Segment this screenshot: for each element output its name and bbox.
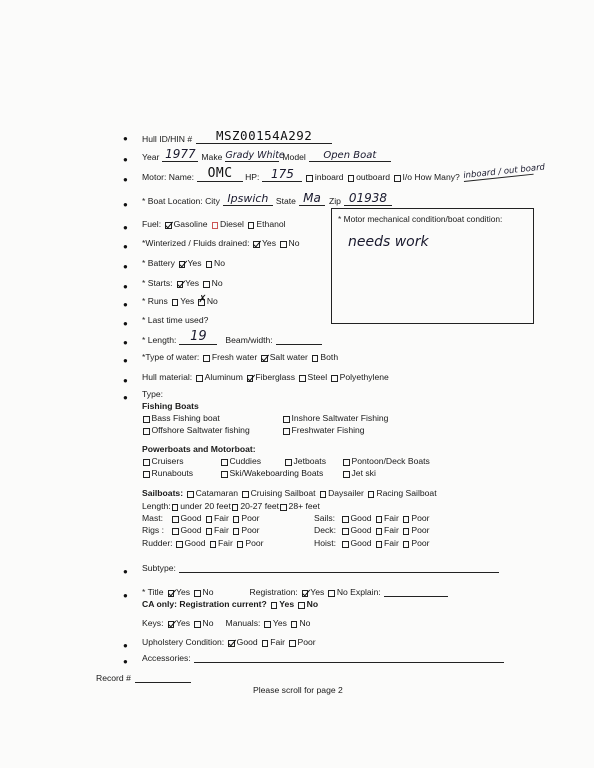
battery-yes-checkbox[interactable] xyxy=(179,261,186,268)
outboard-label: outboard xyxy=(356,172,390,182)
hm-steel-label: Steel xyxy=(307,372,328,382)
runabouts-label: Runabouts xyxy=(151,468,194,478)
sails-row xyxy=(314,513,430,523)
inshore-fishing-label: Inshore Saltwater Fishing xyxy=(291,413,389,423)
bullet: ● xyxy=(123,393,128,402)
manuals-no-checkbox[interactable] xyxy=(291,621,298,628)
manuals-yes-checkbox[interactable] xyxy=(264,621,271,628)
manuals-label: Manuals: xyxy=(225,618,261,628)
bullet: ● xyxy=(123,282,128,291)
bullet: ● xyxy=(123,242,128,251)
rigs-row xyxy=(142,525,260,535)
deck-fair-checkbox[interactable] xyxy=(376,528,383,535)
rudder-label: Rudder: xyxy=(142,538,173,548)
bullet: ● xyxy=(123,356,128,365)
bullet: ● xyxy=(123,223,128,232)
upholstery-good-label: Good xyxy=(236,637,258,647)
cruising-sailboat-label: Cruising Sailboat xyxy=(250,488,316,498)
last-time-row xyxy=(142,315,208,325)
inboard-label: inboard xyxy=(314,172,344,182)
keys-no-checkbox[interactable] xyxy=(194,621,201,628)
upholstery-fair-checkbox[interactable] xyxy=(262,640,269,647)
upholstery-good-checkbox[interactable] xyxy=(228,640,235,647)
inshore-fishing-option xyxy=(279,413,388,423)
mast-label: Mast: xyxy=(142,513,164,523)
rudder-poor-checkbox[interactable] xyxy=(237,541,244,548)
bullet: ● xyxy=(123,657,128,666)
beam-label: Beam/width: xyxy=(225,335,273,345)
sails-fair-label: Fair xyxy=(384,513,399,523)
starts-yes-label: Yes xyxy=(185,278,200,288)
runabouts-option xyxy=(139,468,193,478)
keys-label: Keys: xyxy=(142,618,164,628)
record-label: Record # xyxy=(96,673,131,683)
registration-no-explain-label: No Explain: xyxy=(336,587,381,597)
model-label: Model xyxy=(282,152,306,162)
runs-no-checkbox[interactable] xyxy=(198,299,205,306)
under20-checkbox[interactable] xyxy=(172,504,179,511)
racing-sailboat-label: Racing Sailboat xyxy=(376,488,437,498)
sail-length-row xyxy=(142,501,320,511)
io-label: I/o How Many? xyxy=(402,172,460,182)
hull-id-row xyxy=(142,128,332,144)
bullet: ● xyxy=(123,300,128,309)
bass-fishing-label: Bass Fishing boat xyxy=(151,413,220,423)
mast-poor-label: Poor xyxy=(241,513,260,523)
battery-no-checkbox[interactable] xyxy=(206,261,213,268)
catamaran-label: Catamaran xyxy=(195,488,239,498)
cruisers-label: Cruisers xyxy=(151,456,184,466)
sails-poor-checkbox[interactable] xyxy=(403,516,410,523)
zip-label: Zip xyxy=(328,196,341,206)
starts-no-checkbox[interactable] xyxy=(203,281,210,288)
bass-fishing-option xyxy=(139,413,220,423)
mast-fair-checkbox[interactable] xyxy=(206,516,213,523)
beam-field[interactable] xyxy=(276,335,322,345)
motor-row xyxy=(142,162,546,182)
mast-fair-label: Fair xyxy=(214,513,229,523)
pontoon-label: Pontoon/Deck Boats xyxy=(351,456,430,466)
fuel-gasoline-label: Gasoline xyxy=(173,219,208,229)
runabouts-checkbox[interactable] xyxy=(143,471,150,478)
make-field[interactable]: Grady White xyxy=(225,150,285,161)
hm-polyethylene-label: Polyethylene xyxy=(339,372,389,382)
runs-label: * Runs xyxy=(142,296,168,306)
bullet: ● xyxy=(123,338,128,347)
daysailer-checkbox[interactable] xyxy=(320,491,327,498)
manuals-no-label: No xyxy=(299,618,311,628)
hull-id-field[interactable]: MSZ00154A292 xyxy=(196,128,332,144)
bullet: ● xyxy=(123,376,128,385)
hull-id-label: Hull ID/HIN # xyxy=(142,134,193,144)
inboard-checkbox[interactable] xyxy=(306,175,313,182)
rigs-label: Rigs : xyxy=(142,525,164,535)
sail-length-label: Length: xyxy=(142,501,171,511)
outboard-checkbox[interactable] xyxy=(348,175,355,182)
cruisers-option xyxy=(139,456,184,466)
keys-yes-checkbox[interactable] xyxy=(168,621,175,628)
freshwater-fishing-checkbox[interactable] xyxy=(283,428,290,435)
bullet: ● xyxy=(123,567,128,576)
sails-label: Sails: xyxy=(314,513,336,523)
ft20-27-checkbox[interactable] xyxy=(232,504,239,511)
bullet: ● xyxy=(123,641,128,650)
water-fresh-checkbox[interactable] xyxy=(203,355,210,362)
title-yes-checkbox[interactable] xyxy=(168,590,175,597)
power-heading: Powerboats and Motorboat: xyxy=(142,444,256,454)
runs-no-label: No xyxy=(206,296,218,306)
state-label: State xyxy=(275,196,296,206)
water-salt-checkbox[interactable] xyxy=(261,355,268,362)
racing-sailboat-checkbox[interactable] xyxy=(368,491,375,498)
make-label: Make xyxy=(201,152,223,162)
sails-poor-label: Poor xyxy=(411,513,430,523)
mast-good-checkbox[interactable] xyxy=(172,516,179,523)
ca-no-label: No xyxy=(306,599,319,609)
cuddies-label: Cuddies xyxy=(229,456,262,466)
jetboats-option xyxy=(281,456,326,466)
runs-yes-checkbox[interactable] xyxy=(172,299,179,306)
state-field[interactable]: Ma xyxy=(299,191,325,206)
ski-label: Ski/Wakeboarding Boats xyxy=(229,468,324,478)
hm-steel-checkbox[interactable] xyxy=(299,375,306,382)
model-field[interactable]: Open Boat xyxy=(309,150,391,162)
accessories-label: Accessories: xyxy=(142,653,191,663)
deck-poor-label: Poor xyxy=(411,525,430,535)
condition-value: needs work xyxy=(348,234,429,250)
deck-row xyxy=(314,525,430,535)
deck-fair-label: Fair xyxy=(384,525,399,535)
jetski-checkbox[interactable] xyxy=(343,471,350,478)
city-field[interactable]: Ipswich xyxy=(223,192,273,206)
winterized-no-label: No xyxy=(288,238,300,248)
condition-box[interactable] xyxy=(331,208,534,324)
daysailer-label: Daysailer xyxy=(328,488,364,498)
ft20-27-label: 20-27 feet xyxy=(240,501,280,511)
starts-label: * Starts: xyxy=(142,278,173,288)
hm-fiberglass-label: Fiberglass xyxy=(255,372,296,382)
rigs-poor-checkbox[interactable] xyxy=(233,528,240,535)
location-row xyxy=(142,191,392,206)
registration-yes-label: Yes xyxy=(310,587,325,597)
jetboats-checkbox[interactable] xyxy=(285,459,292,466)
hoist-fair-checkbox[interactable] xyxy=(376,541,383,548)
rudder-good-label: Good xyxy=(184,538,206,548)
rigs-good-checkbox[interactable] xyxy=(172,528,179,535)
accessories-field[interactable] xyxy=(194,653,504,663)
hoist-label: Hoist: xyxy=(314,538,336,548)
rudder-row xyxy=(142,538,264,548)
hoist-poor-label: Poor xyxy=(411,538,430,548)
title-yes-label: Yes xyxy=(176,587,191,597)
fuel-ethanol-checkbox[interactable] xyxy=(248,222,255,229)
bullet: ● xyxy=(123,175,128,184)
upholstery-row xyxy=(142,637,316,647)
mast-row xyxy=(142,513,260,523)
winterized-row xyxy=(142,238,300,248)
manuals-yes-label: Yes xyxy=(272,618,287,628)
bullet: ● xyxy=(123,319,128,328)
offshore-fishing-label: Offshore Saltwater fishing xyxy=(151,425,250,435)
pontoon-option xyxy=(339,456,430,466)
upholstery-fair-label: Fair xyxy=(270,637,286,647)
starts-row xyxy=(142,278,223,288)
sails-good-label: Good xyxy=(350,513,372,523)
year-make-model-row xyxy=(142,147,391,162)
year-label: Year xyxy=(142,152,160,162)
rigs-fair-checkbox[interactable] xyxy=(206,528,213,535)
bass-fishing-checkbox[interactable] xyxy=(143,416,150,423)
hoist-good-label: Good xyxy=(350,538,372,548)
rigs-fair-label: Fair xyxy=(214,525,229,535)
under20-label: under 20 feet xyxy=(180,501,231,511)
jetski-label: Jet ski xyxy=(351,468,376,478)
cruising-sailboat-checkbox[interactable] xyxy=(242,491,249,498)
water-fresh-label: Fresh water xyxy=(211,352,258,362)
registration-no-checkbox[interactable] xyxy=(328,590,335,597)
keys-yes-label: Yes xyxy=(176,618,191,628)
ca-row xyxy=(142,599,318,609)
bullet: ● xyxy=(123,134,128,143)
upholstery-poor-checkbox[interactable] xyxy=(289,640,296,647)
scroll-note: Please scroll for page 2 xyxy=(253,685,343,695)
battery-no-label: No xyxy=(214,258,225,268)
ski-option xyxy=(217,468,323,478)
length-field[interactable]: 19 xyxy=(179,329,217,345)
ca-label: CA only: Registration current? xyxy=(142,599,267,609)
title-no-label: No xyxy=(202,587,214,597)
hm-polyethylene-checkbox[interactable] xyxy=(331,375,338,382)
ski-checkbox[interactable] xyxy=(221,471,228,478)
rudder-fair-label: Fair xyxy=(218,538,233,548)
fuel-gasoline-checkbox[interactable] xyxy=(165,222,172,229)
bullet: ● xyxy=(123,591,128,600)
sail-heading: Sailboats: xyxy=(142,488,184,498)
hm-aluminum-checkbox[interactable] xyxy=(196,375,203,382)
year-field[interactable]: 1977 xyxy=(162,147,198,162)
bullet: ● xyxy=(123,155,128,164)
fishing-heading: Fishing Boats xyxy=(142,401,199,411)
hoist-good-checkbox[interactable] xyxy=(342,541,349,548)
condition-label: * Motor mechanical condition/boat condition: xyxy=(338,214,503,224)
io-checkbox[interactable] xyxy=(394,175,401,182)
keys-row xyxy=(142,618,310,628)
water-salt-label: Salt water xyxy=(269,352,308,362)
freshwater-fishing-label: Freshwater Fishing xyxy=(291,425,365,435)
bullet: ● xyxy=(123,262,128,271)
hm-fiberglass-checkbox[interactable] xyxy=(247,375,254,382)
accessories-row xyxy=(142,653,504,663)
ca-yes-label: Yes xyxy=(279,599,295,609)
rudder-poor-label: Poor xyxy=(245,538,264,548)
deck-poor-checkbox[interactable] xyxy=(403,528,410,535)
catamaran-checkbox[interactable] xyxy=(187,491,194,498)
motor-name-label: Motor: Name: xyxy=(142,172,195,182)
bullet: ● xyxy=(123,200,128,209)
deck-good-label: Good xyxy=(350,525,372,535)
battery-label: * Battery xyxy=(142,258,175,268)
pontoon-checkbox[interactable] xyxy=(343,459,350,466)
motor-name-field[interactable]: OMC xyxy=(197,166,243,182)
registration-explain-field[interactable] xyxy=(384,587,448,597)
registration-label: Registration: xyxy=(249,587,298,597)
fuel-ethanol-label: Ethanol xyxy=(256,219,286,229)
hoist-row xyxy=(314,538,430,548)
winterized-yes-checkbox[interactable] xyxy=(253,241,260,248)
subtype-row xyxy=(142,563,499,573)
cuddies-checkbox[interactable] xyxy=(221,459,228,466)
freshwater-fishing-option xyxy=(279,425,365,435)
sails-fair-checkbox[interactable] xyxy=(376,516,383,523)
hull-material-row xyxy=(142,372,389,382)
jetski-option xyxy=(339,468,376,478)
offshore-fishing-checkbox[interactable] xyxy=(143,428,150,435)
winterized-yes-label: Yes xyxy=(261,238,276,248)
winterized-label: *Winterized / Fluids drained: xyxy=(142,238,250,248)
water-row xyxy=(142,352,338,362)
starts-yes-checkbox[interactable] xyxy=(177,281,184,288)
rigs-good-label: Good xyxy=(180,525,202,535)
keys-no-label: No xyxy=(202,618,214,628)
subtype-label: Subtype: xyxy=(142,563,176,573)
registration-yes-checkbox[interactable] xyxy=(302,590,309,597)
ft28-label: 28+ feet xyxy=(288,501,320,511)
type-label: Type: xyxy=(142,389,164,399)
length-label: * Length: xyxy=(142,335,177,345)
inshore-fishing-checkbox[interactable] xyxy=(283,416,290,423)
offshore-fishing-option xyxy=(139,425,250,435)
hoist-fair-label: Fair xyxy=(384,538,399,548)
hp-field[interactable]: 175 xyxy=(262,167,302,182)
starts-no-label: No xyxy=(211,278,223,288)
deck-label: Deck: xyxy=(314,525,336,535)
battery-row xyxy=(142,258,225,268)
battery-yes-label: Yes xyxy=(187,258,202,268)
fuel-label: Fuel: xyxy=(142,219,162,229)
title-label: * Title xyxy=(142,587,164,597)
winterized-no-checkbox[interactable] xyxy=(280,241,287,248)
jetboats-label: Jetboats xyxy=(293,456,326,466)
upholstery-label: Upholstery Condition: xyxy=(142,637,225,647)
hp-label: HP: xyxy=(245,172,260,182)
title-no-checkbox[interactable] xyxy=(194,590,201,597)
rudder-fair-checkbox[interactable] xyxy=(210,541,217,548)
last-time-label: * Last time used? xyxy=(142,315,209,325)
ft28-checkbox[interactable] xyxy=(280,504,287,511)
mast-poor-checkbox[interactable] xyxy=(233,516,240,523)
water-both-checkbox[interactable] xyxy=(312,355,319,362)
how-many-field[interactable]: inboard / out board xyxy=(462,162,546,182)
fuel-row xyxy=(142,219,286,229)
rudder-good-checkbox[interactable] xyxy=(176,541,183,548)
title-row xyxy=(142,587,448,597)
rigs-poor-label: Poor xyxy=(241,525,260,535)
hm-aluminum-label: Aluminum xyxy=(204,372,243,382)
runs-row xyxy=(142,296,218,306)
water-label: *Type of water: xyxy=(142,352,200,362)
cuddies-option xyxy=(217,456,261,466)
record-row xyxy=(96,673,191,683)
fuel-diesel-checkbox[interactable] xyxy=(212,222,219,229)
runs-yes-label: Yes xyxy=(180,296,195,306)
length-row xyxy=(142,329,322,345)
hoist-poor-checkbox[interactable] xyxy=(403,541,410,548)
sailboats-row xyxy=(142,488,437,498)
upholstery-poor-label: Poor xyxy=(297,637,316,647)
cruisers-checkbox[interactable] xyxy=(143,459,150,466)
record-field[interactable] xyxy=(135,673,191,683)
mast-good-label: Good xyxy=(180,513,202,523)
ca-no-checkbox[interactable] xyxy=(298,602,305,609)
deck-good-checkbox[interactable] xyxy=(342,528,349,535)
water-both-label: Both xyxy=(320,352,339,362)
type-row xyxy=(142,389,163,399)
sails-good-checkbox[interactable] xyxy=(342,516,349,523)
subtype-field[interactable] xyxy=(179,563,499,573)
ca-yes-checkbox[interactable] xyxy=(271,602,278,609)
hull-material-label: Hull material: xyxy=(142,372,193,382)
location-label: * Boat Location: City xyxy=(142,196,220,206)
zip-field[interactable]: 01938 xyxy=(344,191,392,206)
fuel-diesel-label: Diesel xyxy=(220,219,244,229)
